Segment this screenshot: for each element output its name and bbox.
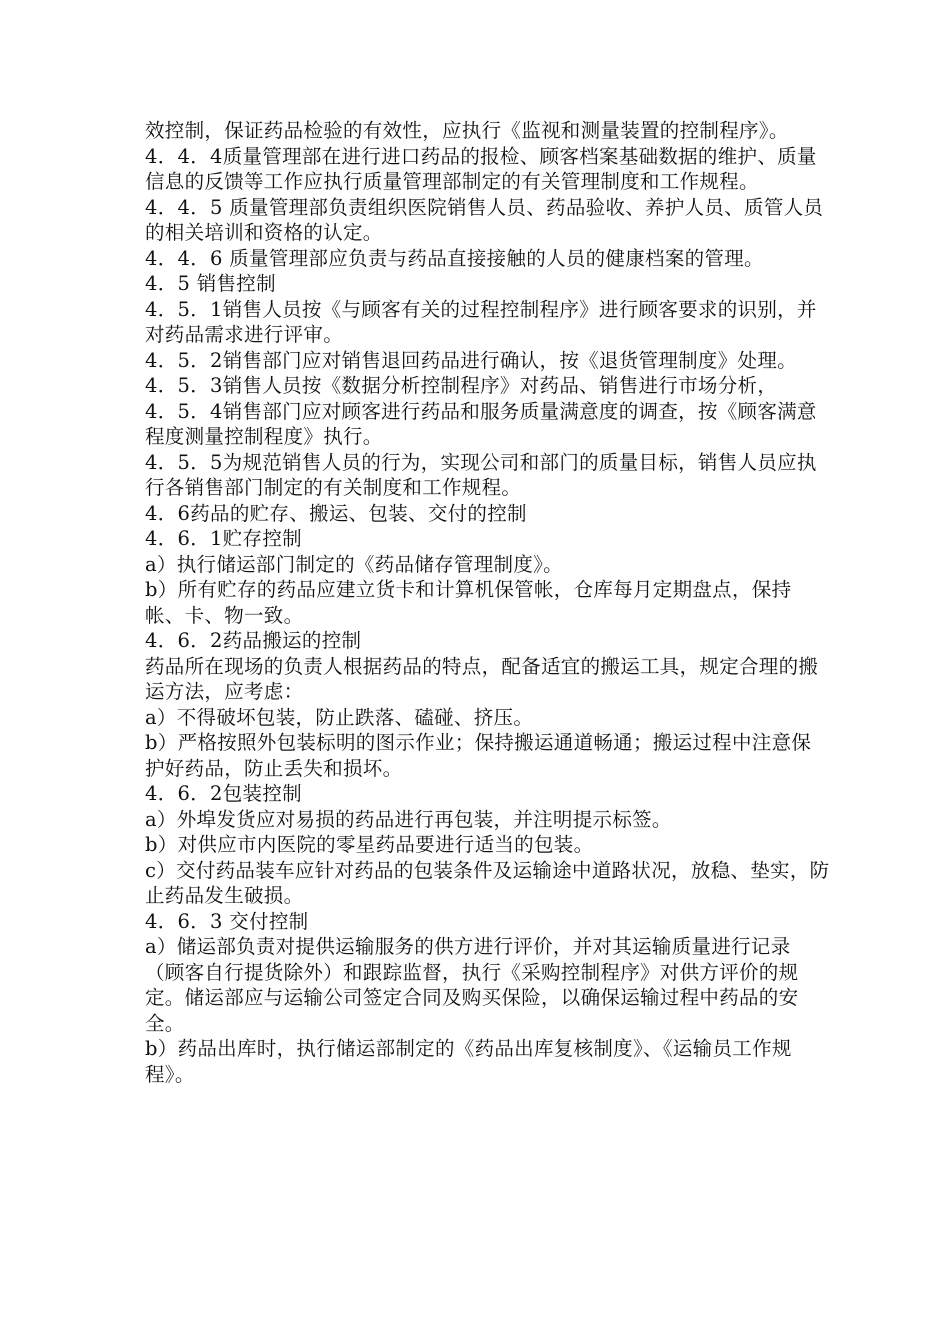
document-body — [145, 118, 830, 1087]
paragraph: 4．4．5 质量管理部负责组织医院销售人员、药品验收、养护人员、质管人员的相关培训和资格的认定。 — [145, 195, 824, 244]
list-item: b）所有贮存的药品应建立货卡和计算机保管帐，仓库每月定期盘点，保持帐、卡、物一致。 — [145, 578, 792, 627]
paragraph: 4．5．5为规范销售人员的行为，实现公司和部门的质量目标，销售人员应执行各销售部门制定的有关制度和工作规程。 — [145, 450, 817, 499]
subsection-heading: 4．6．2包装控制 — [145, 782, 302, 805]
paragraph: 4．4．6 质量管理部应负责与药品直接接触的人员的健康档案的管理。 — [145, 246, 764, 270]
subsection-heading: 4．6．2药品搬运的控制 — [145, 629, 362, 652]
paragraph: 4．5．2销售部门应对销售退回药品进行确认，按《退货管理制度》处理。 — [145, 348, 797, 372]
list-item: a）执行储运部门制定的《药品储存管理制度》。 — [145, 552, 563, 576]
list-item: a）储运部负责对提供运输服务的供方进行评价，并对其运输质量进行记录（顾客自行提货除外）和跟踪监督，执行《采购控制程序》对供方评价的规定。储运部应与运输公司签定合同及购买保险，以确保运输过程中药品的安全。 — [145, 935, 799, 1035]
paragraph: 4．4．4质量管理部在进行进口药品的报检、顾客档案基础数据的维护、质量信息的反馈等工作应执行质量管理部制定的有关管理制度和工作规程。 — [145, 144, 817, 193]
paragraph: 4．5．1销售人员按《与顾客有关的过程控制程序》进行顾客要求的识别，并对药品需求进行评审。 — [145, 297, 817, 346]
list-item: a）外埠发货应对易损的药品进行再包装，并注明提示标签。 — [145, 807, 672, 831]
paragraph: 药品所在现场的负责人根据药品的特点，配备适宜的搬运工具，规定合理的搬运方法，应考虑： — [145, 654, 819, 703]
list-item: b）对供应市内医院的零星药品要进行适当的包装。 — [145, 833, 594, 856]
subsection-heading: 4．6．1贮存控制 — [145, 527, 302, 550]
subsection-heading: 4．6．3 交付控制 — [145, 909, 309, 933]
list-item: c）交付药品装车应针对药品的包装条件及运输途中道路状况，放稳、垫实，防止药品发生破损。 — [145, 858, 830, 907]
list-item: a）不得破坏包装，防止跌落、磕碰、挤压。 — [145, 705, 534, 729]
paragraph: 4．5．3销售人员按《数据分析控制程序》对药品、销售进行市场分析， — [145, 374, 778, 397]
list-item: b）严格按照外包装标明的图示作业；保持搬运通道畅通；搬运过程中注意保护好药品，防止丢失和损坏。 — [145, 731, 812, 780]
paragraph: 效控制，保证药品检验的有效性，应执行《监视和测量装置的控制程序》。 — [145, 119, 789, 142]
section-heading: 4．6药品的贮存、搬运、包装、交付的控制 — [145, 501, 527, 525]
paragraph: 4．5．4销售部门应对顾客进行药品和服务质量满意度的调查，按《顾客满意程度测量控制程度》执行。 — [145, 399, 817, 448]
section-heading: 4．5 销售控制 — [145, 272, 276, 295]
list-item: b）药品出库时，执行储运部制定的《药品出库复核制度》、《运输员工作规程》。 — [145, 1037, 792, 1086]
